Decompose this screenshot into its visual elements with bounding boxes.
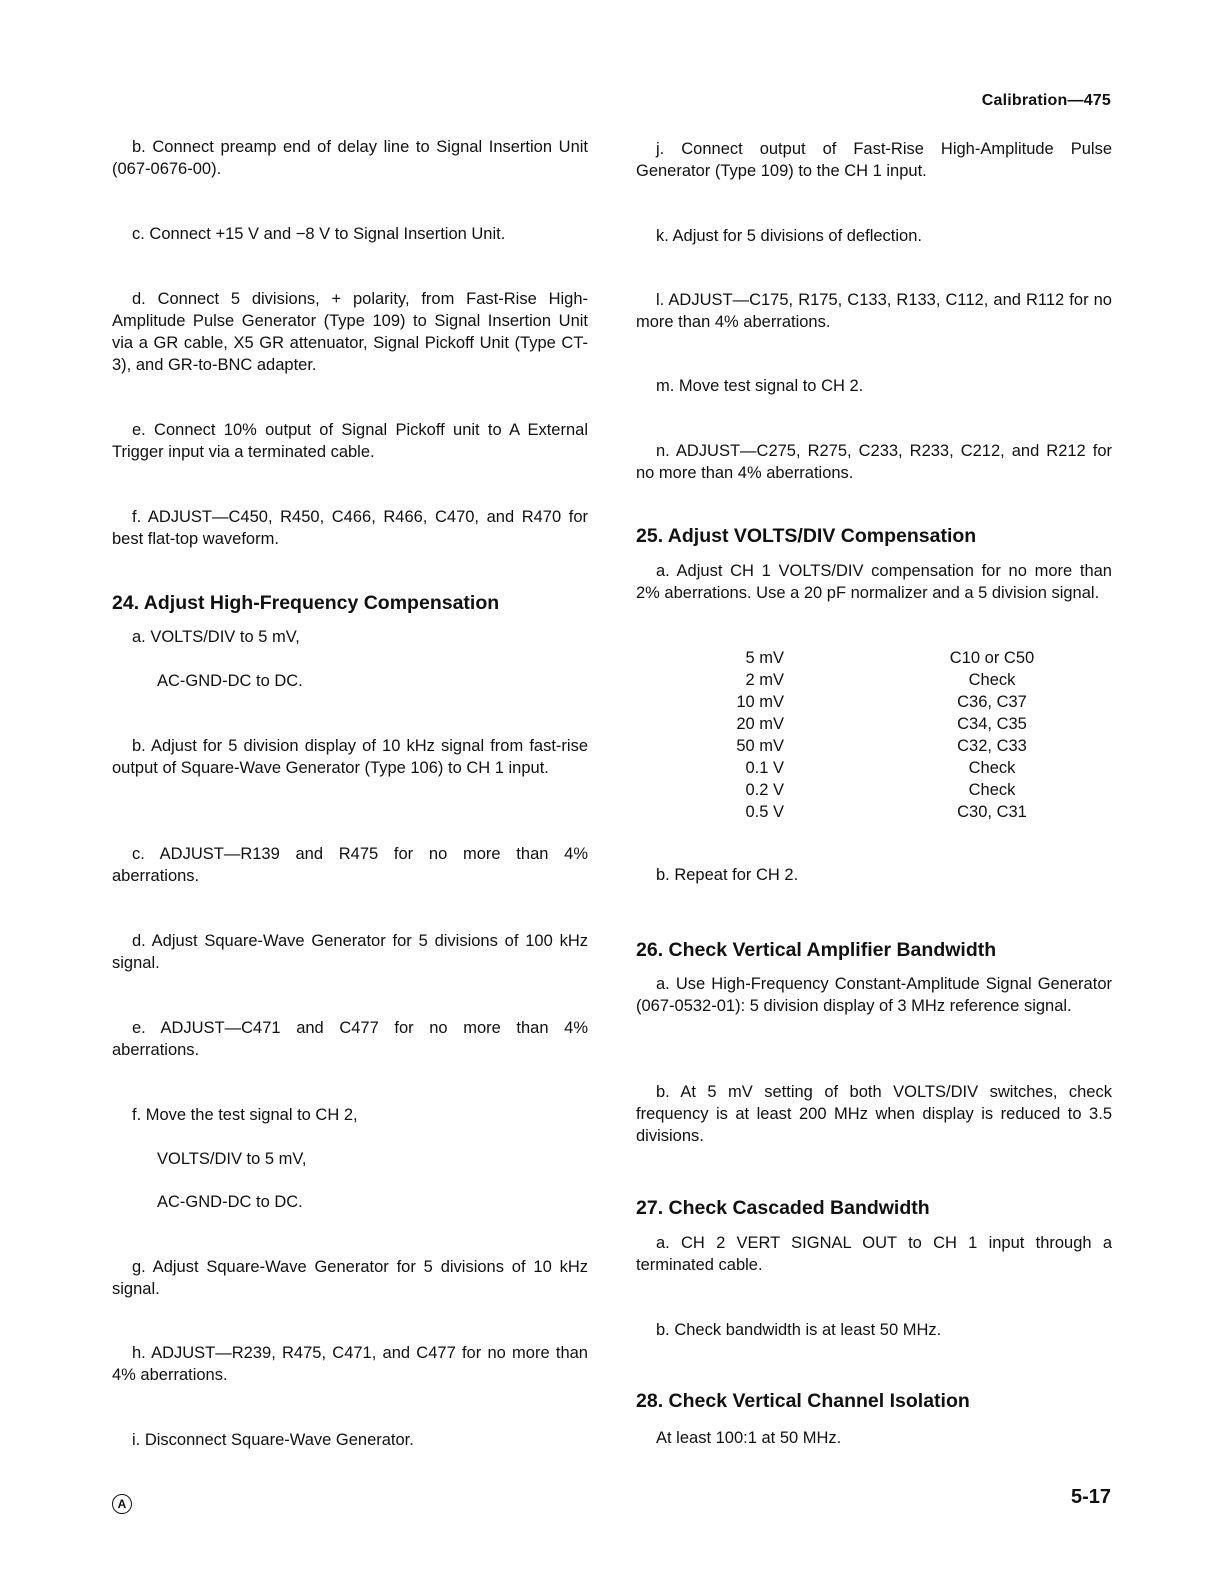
table-cell-setting: 10 mV bbox=[736, 693, 784, 711]
step-j-text: j. Connect output of Fast-Rise High-Amplitude Pulse Generator (Type 109) to the CH 1 input. bbox=[636, 140, 1112, 180]
step-l-text: l. ADJUST—C175, R175, C133, R133, C112, and R112 for no more than 4% aberrations. bbox=[636, 291, 1112, 331]
table-cell-adjust: C10 or C50 bbox=[949, 649, 1035, 667]
s24-step-g-text: g. Adjust Square-Wave Generator for 5 divisions of 10 kHz signal. bbox=[112, 1258, 588, 1298]
revision-mark-icon: A bbox=[112, 1494, 132, 1514]
table-cell-adjust: C36, C37 bbox=[957, 693, 1027, 711]
table-cell-setting: 0.1 V bbox=[745, 759, 784, 777]
s26-step-b-text: b. At 5 mV setting of both VOLTS/DIV switches, check frequency is at least 200 MHz when display is reduced to 3.5 divisions. bbox=[636, 1083, 1112, 1145]
page-number: 5-17 bbox=[1070, 1486, 1111, 1508]
table-row bbox=[636, 691, 1112, 713]
section-26-heading: 26. Check Vertical Amplifier Bandwidth bbox=[636, 939, 997, 961]
s24-step-f-line1: f. Move the test signal to CH 2, bbox=[132, 1106, 358, 1124]
table-cell-adjust: C30, C31 bbox=[957, 803, 1027, 821]
table-cell-setting: 2 mV bbox=[745, 671, 784, 689]
step-m-text: m. Move test signal to CH 2. bbox=[656, 377, 864, 395]
s24-step-f-line3: AC-GND-DC to DC. bbox=[157, 1193, 303, 1211]
section-27-heading: 27. Check Cascaded Bandwidth bbox=[636, 1197, 930, 1219]
table-cell-adjust: Check bbox=[968, 759, 1016, 777]
table-cell-setting: 0.5 V bbox=[745, 803, 784, 821]
s24-step-a-line2: AC-GND-DC to DC. bbox=[157, 672, 303, 690]
table-row bbox=[636, 735, 1112, 757]
s24-step-e-text: e. ADJUST—C471 and C477 for no more than 4% aberrations. bbox=[112, 1019, 588, 1059]
table-cell-setting: 20 mV bbox=[736, 715, 784, 733]
s24-step-i-text: i. Disconnect Square-Wave Generator. bbox=[132, 1431, 414, 1449]
table-row bbox=[636, 713, 1112, 735]
table-cell-adjust: C34, C35 bbox=[957, 715, 1027, 733]
section-24-heading: 24. Adjust High-Frequency Compensation bbox=[112, 592, 500, 614]
s27-step-b-text: b. Check bandwidth is at least 50 MHz. bbox=[656, 1321, 942, 1339]
s24-step-a-line1: a. VOLTS/DIV to 5 mV, bbox=[132, 628, 300, 646]
table-cell-adjust: Check bbox=[968, 671, 1016, 689]
section-25-heading: 25. Adjust VOLTS/DIV Compensation bbox=[636, 525, 977, 547]
step-e-text: e. Connect 10% output of Signal Pickoff unit to A External Trigger input via a terminated cable. bbox=[112, 421, 588, 461]
table-row bbox=[636, 647, 1112, 669]
step-c-text: c. Connect +15 V and −8 V to Signal Insertion Unit. bbox=[132, 225, 506, 243]
table-cell-adjust: Check bbox=[968, 781, 1016, 799]
s24-step-c-text: c. ADJUST—R139 and R475 for no more than 4% aberrations. bbox=[112, 845, 588, 885]
step-b-text: b. Connect preamp end of delay line to Signal Insertion Unit (067-0676-00). bbox=[112, 138, 588, 178]
s25-step-a-text: a. Adjust CH 1 VOLTS/DIV compensation for no more than 2% aberrations. Use a 20 pF normalizer and a 5 division signal. bbox=[636, 562, 1112, 602]
step-n-text: n. ADJUST—C275, R275, C233, R233, C212, and R212 for no more than 4% aberrations. bbox=[636, 442, 1112, 482]
s25-step-b-text: b. Repeat for CH 2. bbox=[656, 866, 799, 884]
table-cell-adjust: C32, C33 bbox=[957, 737, 1027, 755]
step-k-text: k. Adjust for 5 divisions of deflection. bbox=[656, 227, 922, 245]
s24-step-d-text: d. Adjust Square-Wave Generator for 5 divisions of 100 kHz signal. bbox=[112, 932, 588, 972]
table-row bbox=[636, 779, 1112, 801]
section-28-heading: 28. Check Vertical Channel Isolation bbox=[636, 1390, 970, 1412]
s24-step-f-line2: VOLTS/DIV to 5 mV, bbox=[157, 1150, 307, 1168]
table-row bbox=[636, 669, 1112, 691]
s27-step-a-text: a. CH 2 VERT SIGNAL OUT to CH 1 input through a terminated cable. bbox=[636, 1234, 1112, 1274]
s24-step-h-text: h. ADJUST—R239, R475, C471, and C477 for no more than 4% aberrations. bbox=[112, 1344, 588, 1384]
page-header-title: Calibration—475 bbox=[981, 92, 1111, 109]
step-f-text: f. ADJUST—C450, R450, C466, R466, C470, and R470 for best flat-top waveform. bbox=[112, 508, 588, 548]
s26-step-a-text: a. Use High-Frequency Constant-Amplitude Signal Generator (067-0532-01): 5 division display of 3 MHz reference signal. bbox=[636, 975, 1112, 1015]
table-cell-setting: 5 mV bbox=[745, 649, 784, 667]
s24-step-b-text: b. Adjust for 5 division display of 10 kHz signal from fast-rise output of Square-Wave Generator (Type 106) to CH 1 input. bbox=[112, 737, 588, 777]
s28-text: At least 100:1 at 50 MHz. bbox=[656, 1429, 842, 1447]
table-row bbox=[636, 757, 1112, 779]
table-cell-setting: 0.2 V bbox=[745, 781, 784, 799]
table-cell-setting: 50 mV bbox=[736, 737, 784, 755]
step-d-text: d. Connect 5 divisions, + polarity, from Fast-Rise High-Amplitude Pulse Generator (Type 109) to Signal Insertion Unit via a GR cable, X5 GR attenuator, Signal Pickoff Unit (Type CT-3), and GR-to-BNC adapter. bbox=[112, 290, 588, 374]
table-row bbox=[636, 801, 1112, 823]
